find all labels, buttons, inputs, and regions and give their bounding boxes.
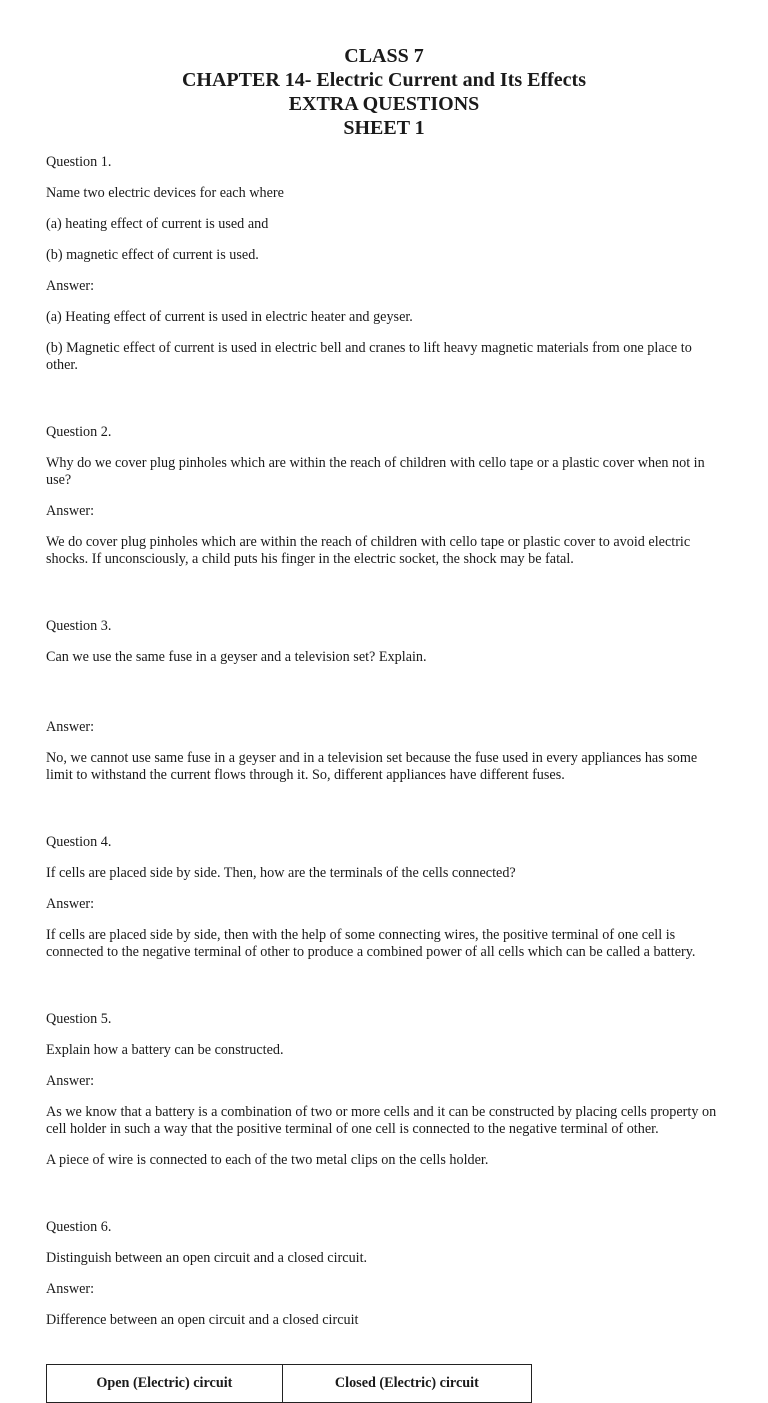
question-text: If cells are placed side by side. Then, how are the terminals of the cells connected?	[46, 864, 516, 881]
answer-label: Answer:	[46, 718, 95, 735]
question-label: Question 4.	[46, 833, 112, 850]
answer-text: (a) Heating effect of current is used in electric heater and geyser.	[46, 309, 413, 326]
answer-text: Difference between an open circuit and a closed circuit	[46, 1311, 359, 1328]
answer-text: (b) Magnetic effect of current is used in electric bell and cranes to lift heavy magnetic materials from one place to other.	[46, 340, 692, 373]
document-page	[46, 44, 726, 1403]
chapter-title: CHAPTER 14- Electric Current and Its Effects	[181, 69, 586, 91]
question-label: Question 3.	[46, 617, 112, 634]
extra-questions-title: EXTRA QUESTIONS	[288, 93, 480, 115]
questions-section	[46, 154, 726, 1402]
document-header	[46, 44, 722, 140]
question-text: (b) magnetic effect of current is used.	[46, 247, 259, 264]
circuit-comparison-table	[46, 1364, 532, 1403]
question-label: Question 5.	[46, 1010, 112, 1027]
answer-text: A piece of wire is connected to each of the two metal clips on the cells holder.	[46, 1151, 489, 1168]
question-label: Question 6.	[46, 1218, 112, 1235]
question-block-2	[46, 424, 726, 567]
answer-text: No, we cannot use same fuse in a geyser and in a television set because the fuse used in every appliances has some limit to withstand the current flows through it. So, different appliances have different fuses.	[46, 749, 698, 783]
question-block-3	[46, 618, 726, 784]
question-label: Question 1.	[46, 154, 112, 171]
question-block-5	[46, 1011, 726, 1169]
answer-text: We do cover plug pinholes which are within the reach of children with cello tape or plastic cover to avoid electric shocks. If unconsciously, a child puts his finger in the electric socket, the shock may be fatal.	[46, 533, 691, 567]
question-label: Question 2.	[46, 424, 112, 441]
question-block-4	[46, 834, 726, 961]
class-title: CLASS 7	[344, 45, 424, 67]
closed-circuit-header: Closed (Electric) circuit	[282, 1364, 531, 1402]
answer-label: Answer:	[46, 278, 95, 295]
question-text: Why do we cover plug pinholes which are within the reach of children with cello tape or a plastic cover when not in use?	[46, 455, 705, 488]
question-text: Explain how a battery can be constructed.	[46, 1041, 284, 1058]
open-circuit-header: Open (Electric) circuit	[47, 1364, 283, 1402]
question-block-6	[46, 1219, 726, 1329]
sheet-title: SHEET 1	[343, 117, 425, 139]
answer-text: If cells are placed side by side, then with the help of some connecting wires, the positive terminal of one cell is connected to the negative terminal of other to produce a combined power of all cells which can be called a battery.	[46, 926, 696, 960]
answer-label: Answer:	[46, 895, 95, 912]
question-block-1	[46, 154, 726, 374]
question-text: (a) heating effect of current is used and	[46, 216, 269, 233]
question-text: Distinguish between an open circuit and a closed circuit.	[46, 1249, 368, 1266]
answer-label: Answer:	[46, 502, 95, 519]
answer-text: As we know that a battery is a combination of two or more cells and it can be constructed by placing cells property on cell holder in such a way that the positive terminal of one cell is connected to the negative terminal of other.	[46, 1103, 717, 1137]
answer-label: Answer:	[46, 1072, 95, 1089]
question-text: Can we use the same fuse in a geyser and a television set? Explain.	[46, 648, 427, 665]
answer-label: Answer:	[46, 1280, 95, 1297]
table-header-row	[47, 1364, 532, 1402]
question-text: Name two electric devices for each where	[46, 185, 284, 202]
